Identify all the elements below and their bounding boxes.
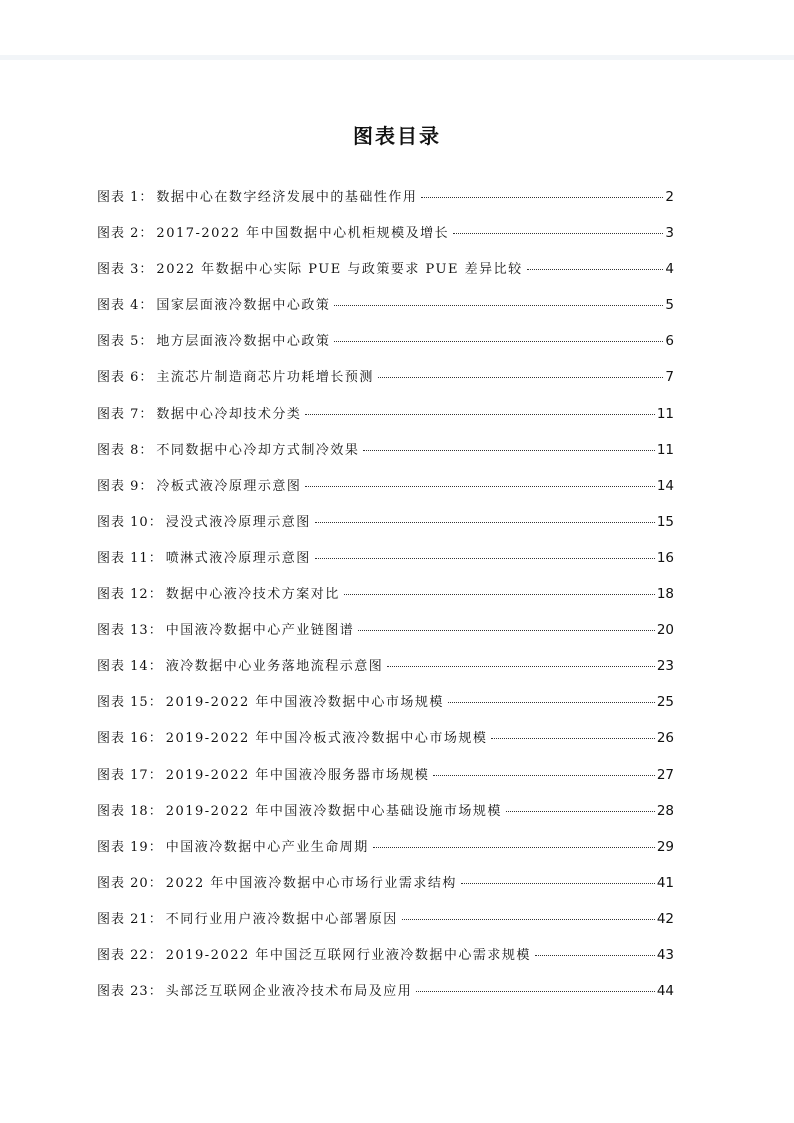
toc-page-number: 27 [656, 766, 674, 783]
toc-row[interactable] [97, 727, 674, 763]
dot-leader [491, 738, 654, 739]
toc-label: 图表 20 [97, 875, 149, 891]
toc-title: 2019-2022 年中国液冷数据中心基础设施市场规模 [165, 803, 502, 819]
toc-separator: ： [139, 442, 153, 458]
toc-separator: ： [139, 478, 153, 494]
toc-separator: ： [139, 406, 153, 422]
toc-page-number: 28 [656, 802, 674, 819]
toc-row[interactable] [97, 547, 674, 583]
toc-label: 图表 13 [97, 623, 149, 639]
toc-row[interactable] [97, 836, 674, 872]
toc-label: 图表 7 [97, 406, 140, 422]
toc-row[interactable] [97, 511, 674, 547]
toc-page-number: 41 [656, 874, 674, 891]
toc-label: 图表 9 [97, 478, 140, 494]
dot-leader [334, 305, 663, 306]
dot-leader [344, 594, 655, 595]
toc-page-number: 11 [656, 405, 674, 422]
toc-page-number: 4 [665, 261, 674, 278]
toc-row[interactable] [97, 908, 674, 944]
toc-page-number: 20 [656, 622, 674, 639]
toc-label: 图表 4 [97, 298, 140, 314]
toc-title: 地方层面液冷数据中心政策 [156, 334, 331, 350]
toc-page-number: 42 [656, 910, 674, 927]
toc-page-number: 26 [656, 730, 674, 747]
toc-label: 图表 12 [97, 587, 149, 603]
toc-page-number: 6 [665, 333, 674, 350]
toc-row[interactable] [97, 403, 674, 439]
toc-page-number: 16 [656, 549, 674, 566]
toc-separator: ： [148, 659, 162, 675]
toc-page-number: 14 [656, 477, 674, 494]
toc-label: 图表 10 [97, 514, 149, 530]
toc-separator: ： [148, 514, 162, 530]
toc-title: 2019-2022 年中国液冷数据中心市场规模 [165, 695, 444, 711]
toc-row[interactable] [97, 330, 674, 366]
toc-title: 2019-2022 年中国冷板式液冷数据中心市场规模 [165, 731, 488, 747]
toc-label: 图表 22 [97, 947, 149, 963]
toc-title: 2022 年中国液冷数据中心市场行业需求结构 [165, 875, 457, 891]
dot-leader [461, 883, 655, 884]
toc-title: 不同数据中心冷却方式制冷效果 [156, 442, 360, 458]
toc-title: 头部泛互联网企业液冷技术布局及应用 [165, 984, 413, 1000]
dot-leader [527, 269, 664, 270]
toc-title: 喷淋式液冷原理示意图 [165, 550, 311, 566]
toc-page-number: 5 [665, 297, 674, 314]
dot-leader [535, 955, 655, 956]
toc-row[interactable] [97, 691, 674, 727]
toc-label: 图表 14 [97, 659, 149, 675]
toc-row[interactable] [97, 258, 674, 294]
toc-label: 图表 5 [97, 334, 140, 350]
toc-separator: ： [148, 695, 162, 711]
toc-separator: ： [148, 587, 162, 603]
dot-leader [506, 811, 655, 812]
toc-row[interactable] [97, 439, 674, 475]
page-title: 图表目录 [353, 124, 441, 148]
toc-row[interactable] [97, 186, 674, 222]
dot-leader [334, 341, 663, 342]
toc-label: 图表 23 [97, 984, 149, 1000]
toc-row[interactable] [97, 619, 674, 655]
toc-row[interactable] [97, 872, 674, 908]
toc-page-number: 23 [656, 658, 674, 675]
dot-leader [453, 233, 663, 234]
toc-label: 图表 16 [97, 731, 149, 747]
toc-title: 2017-2022 年中国数据中心机柜规模及增长 [156, 226, 450, 242]
dot-leader [358, 630, 655, 631]
dot-leader [421, 197, 663, 198]
toc-row[interactable] [97, 764, 674, 800]
toc-row[interactable] [97, 980, 674, 1016]
toc-row[interactable] [97, 655, 674, 691]
toc-separator: ： [148, 803, 162, 819]
toc-page-number: 25 [656, 694, 674, 711]
toc-label: 图表 17 [97, 767, 149, 783]
toc-title: 数据中心液冷技术方案对比 [165, 587, 340, 603]
toc-title: 2019-2022 年中国泛互联网行业液冷数据中心需求规模 [165, 947, 531, 963]
toc-separator: ： [148, 875, 162, 891]
toc-separator: ： [148, 947, 162, 963]
toc-separator: ： [148, 623, 162, 639]
toc-page-number: 3 [665, 225, 674, 242]
toc-label: 图表 2 [97, 226, 140, 242]
toc-label: 图表 21 [97, 911, 149, 927]
toc-title: 数据中心冷却技术分类 [156, 406, 302, 422]
dot-leader [433, 775, 654, 776]
toc-title: 不同行业用户液冷数据中心部署原因 [165, 911, 398, 927]
toc-label: 图表 11 [97, 550, 149, 566]
toc-separator: ： [139, 298, 153, 314]
toc-page-number: 43 [656, 946, 674, 963]
dot-leader [448, 702, 655, 703]
toc-separator: ： [139, 226, 153, 242]
toc-separator: ： [148, 550, 162, 566]
page-top-band [0, 55, 794, 60]
toc-separator: ： [148, 767, 162, 783]
toc-title: 中国液冷数据中心产业生命周期 [165, 839, 369, 855]
toc-label: 图表 8 [97, 442, 140, 458]
toc-label: 图表 1 [97, 190, 140, 205]
dot-leader [315, 558, 655, 559]
toc-row[interactable] [97, 366, 674, 402]
toc-page-number: 11 [656, 441, 674, 458]
toc-title: 中国液冷数据中心产业链图谱 [165, 623, 355, 639]
toc-label: 图表 15 [97, 695, 149, 711]
toc-label: 图表 19 [97, 839, 149, 855]
toc-page-number: 44 [656, 983, 674, 1000]
toc-title: 国家层面液冷数据中心政策 [156, 298, 331, 314]
toc-row[interactable] [97, 475, 674, 511]
toc-row[interactable] [97, 944, 674, 980]
toc-separator: ： [148, 984, 162, 1000]
toc-title: 冷板式液冷原理示意图 [156, 478, 302, 494]
toc-separator: ： [148, 839, 162, 855]
toc-row[interactable] [97, 583, 674, 619]
toc-title: 数据中心在数字经济发展中的基础性作用 [156, 190, 418, 205]
dot-leader [416, 991, 655, 992]
dot-leader [373, 847, 655, 848]
dot-leader [387, 666, 655, 667]
toc-page-number: 18 [656, 586, 674, 603]
toc-page-number: 2 [665, 189, 674, 205]
toc-separator: ： [139, 262, 153, 278]
toc-row[interactable] [97, 800, 674, 836]
dot-leader [378, 377, 663, 378]
toc-title: 2019-2022 年中国液冷服务器市场规模 [165, 767, 430, 783]
toc-title: 主流芯片制造商芯片功耗增长预测 [156, 370, 374, 386]
toc-separator: ： [148, 911, 162, 927]
toc-page-number: 7 [665, 369, 674, 386]
dot-leader [363, 450, 654, 451]
toc-separator: ： [139, 190, 153, 205]
toc-label: 图表 18 [97, 803, 149, 819]
toc-label: 图表 6 [97, 370, 140, 386]
toc-separator: ： [148, 731, 162, 747]
toc-separator: ： [139, 334, 153, 350]
dot-leader [305, 486, 654, 487]
toc-title: 浸没式液冷原理示意图 [165, 514, 311, 530]
toc-row[interactable] [97, 294, 674, 330]
toc-separator: ： [139, 370, 153, 386]
dot-leader [305, 414, 654, 415]
toc-title: 2022 年数据中心实际 PUE 与政策要求 PUE 差异比较 [156, 262, 523, 278]
toc-label: 图表 3 [97, 262, 140, 278]
dot-leader [315, 522, 655, 523]
toc-row[interactable] [97, 222, 674, 258]
toc-page-number: 29 [656, 838, 674, 855]
toc-title: 液冷数据中心业务落地流程示意图 [165, 659, 384, 675]
toc-page-number: 15 [656, 513, 674, 530]
table-of-figures [97, 186, 674, 1016]
dot-leader [402, 919, 655, 920]
